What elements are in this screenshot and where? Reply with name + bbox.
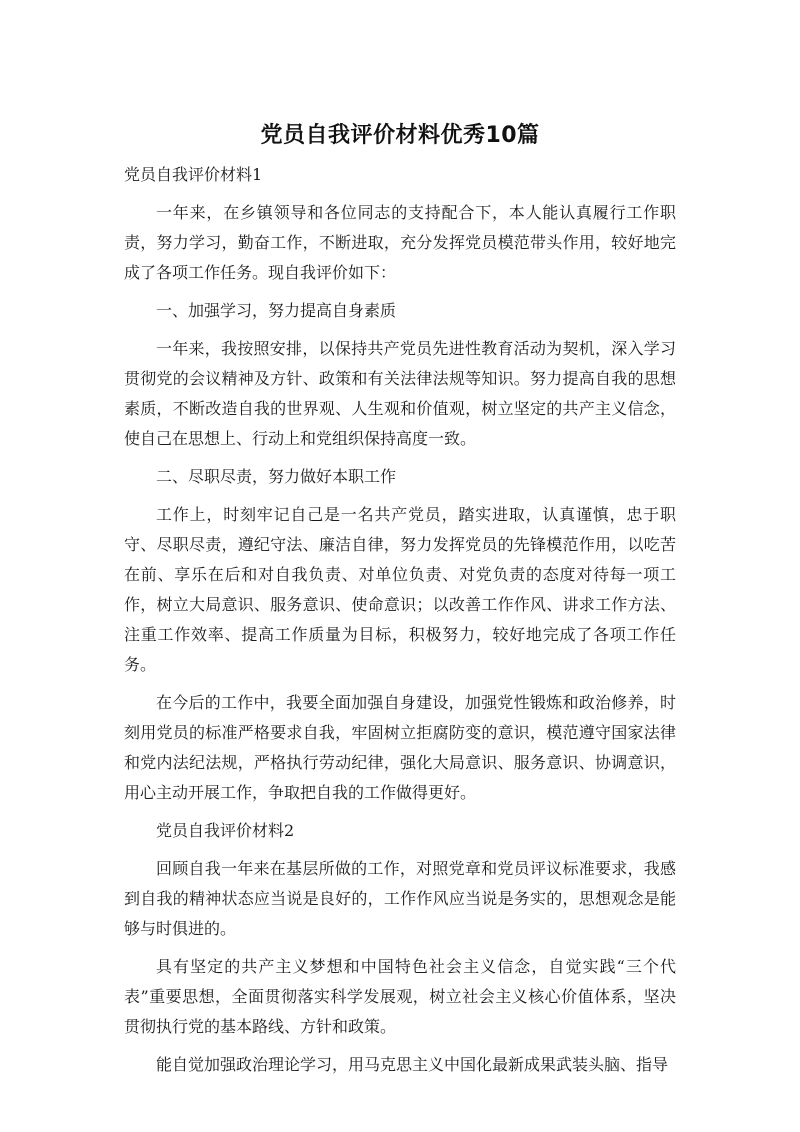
document-title: 党员自我评价材料优秀10篇 [260, 123, 540, 148]
subsection-heading: 一、加强学习，努力提高自身素质 [156, 301, 397, 320]
body-paragraph: 在今后的工作中，我要全面加强自身建设，加强党性锻炼和政治修养，时刻用党员的标准严格要求自我，牢固树立拒腐防变的意识，模范遵守国家法律和党内法纪法规，严格执行劳动纪律，强化大局意识、服务意识、协调意识，用心主动开展工作，争取把自我的工作做得更好。 [124, 693, 676, 802]
subsection-heading: 二、尽职尽责，努力做好本职工作 [156, 467, 397, 486]
body-paragraph: 工作上，时刻牢记自己是一名共产党员，踏实进取，认真谨慎，忠于职守、尽职尽责，遵纪守法、廉洁自律，努力发挥党员的先锋模范作用，以吃苦在前、享乐在后和对自我负责、对单位负责、对党负责的态度对待每一项工作，树立大局意识、服务意识、使命意识；以改善工作作风、讲求工作方法、注重工作效率、提高工作质量为目标，积极努力，较好地完成了各项工作任务。 [124, 505, 676, 674]
body-paragraph: 一年来，在乡镇领导和各位同志的支持配合下，本人能认真履行工作职责，努力学习，勤奋工作，不断进取，充分发挥党员模范带头作用，较好地完成了各项工作任务。现自我评价如下： [124, 203, 676, 282]
body-paragraph: 回顾自我一年来在基层所做的工作，对照党章和党员评议标准要求，我感到自我的精神状态应当说是良好的，工作作风应当说是务实的，思想观念是能够与时俱进的。 [124, 859, 676, 938]
body-paragraph: 具有坚定的共产主义梦想和中国特色社会主义信念，自觉实践“三个代表”重要思想，全面贯彻落实科学发展观，树立社会主义核心价值体系，坚决贯彻执行党的基本路线、方针和政策。 [124, 957, 676, 1036]
section-heading-1: 党员自我评价材料1 [124, 165, 263, 184]
section-heading-2: 党员自我评价材料2 [156, 821, 295, 840]
body-paragraph: 能自觉加强政治理论学习，用马克思主义中国化最新成果武装头脑、指导 [156, 1055, 669, 1074]
body-paragraph: 一年来，我按照安排，以保持共产党员先进性教育活动为契机，深入学习贯彻党的会议精神及方针、政策和有关法律法规等知识。努力提高自我的思想素质，不断改造自我的世界观、人生观和价值观，树立坚定的共产主义信念，使自己在思想上、行动上和党组织保持高度一致。 [124, 339, 676, 448]
